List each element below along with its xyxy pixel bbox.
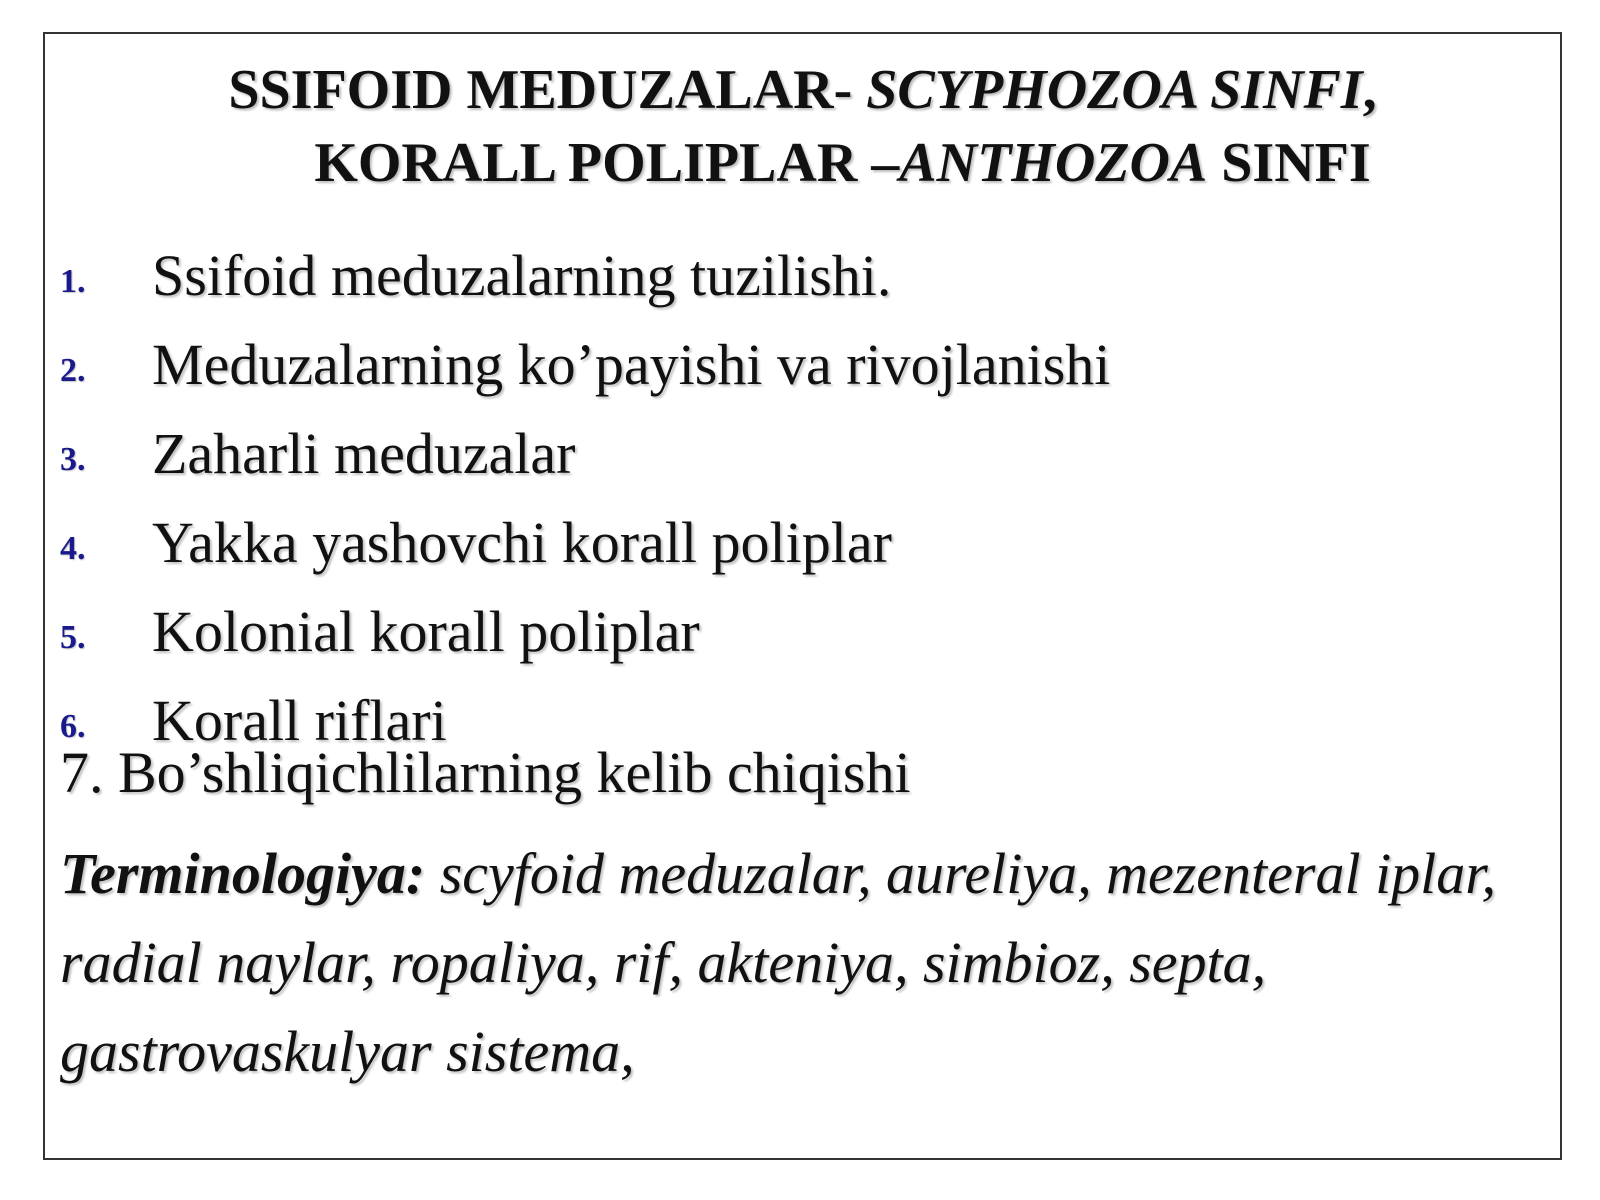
list-item-number: 5. (60, 619, 86, 656)
title-line-2-italic: ANTHOZOA (899, 132, 1208, 194)
list-item-text: Meduzalarning ko’payishi va rivojlanishi (152, 332, 1111, 397)
list-item-text: Ssifoid meduzalarning tuzilishi. (152, 243, 892, 308)
list-item-text: Zaharli meduzalar (152, 421, 576, 486)
title-line-2-plain: KORALL POLIPLAR – (314, 132, 900, 194)
list-item (45, 674, 1560, 753)
list-item-text: Yakka yashovchi korall poliplar (152, 510, 892, 575)
list-item (45, 229, 1560, 308)
list-item-number: 3. (60, 441, 86, 478)
slide-title-line-1 (45, 59, 1560, 121)
list-item-7: 7. Bo’shliqichlilarning kelib chiqishi (60, 740, 911, 805)
slide-title-line-2 (45, 132, 1560, 194)
list-item-text: Korall riflari (152, 688, 447, 753)
terminology-label: Terminologiya: (60, 841, 426, 906)
terminology-text: scyfoid meduzalar, aureliya, mezenteral iplar, radial naylar, ropaliya, rif, akteniya, simbioz, septa, gastrovaskulyar sistema, (60, 841, 1496, 1084)
list-item-number: 2. (60, 352, 86, 389)
title-line-2-end: SINFI (1207, 132, 1371, 194)
list-item-number: 4. (60, 530, 86, 567)
list-item-text: Kolonial korall poliplar (152, 599, 700, 664)
title-line-1-plain: SSIFOID MEDUZALAR- (228, 59, 867, 121)
list-item-number: 6. (60, 708, 86, 745)
list-item (45, 585, 1560, 664)
slide-frame (43, 32, 1562, 1160)
list-item-number: 1. (60, 263, 86, 300)
title-line-1-italic: SCYPHOZOA SINFI (866, 59, 1363, 121)
list-item (45, 496, 1560, 575)
terminology-paragraph (60, 829, 1520, 1096)
list-item (45, 407, 1560, 486)
title-line-1-end: , (1362, 59, 1377, 121)
list-item (45, 318, 1560, 397)
